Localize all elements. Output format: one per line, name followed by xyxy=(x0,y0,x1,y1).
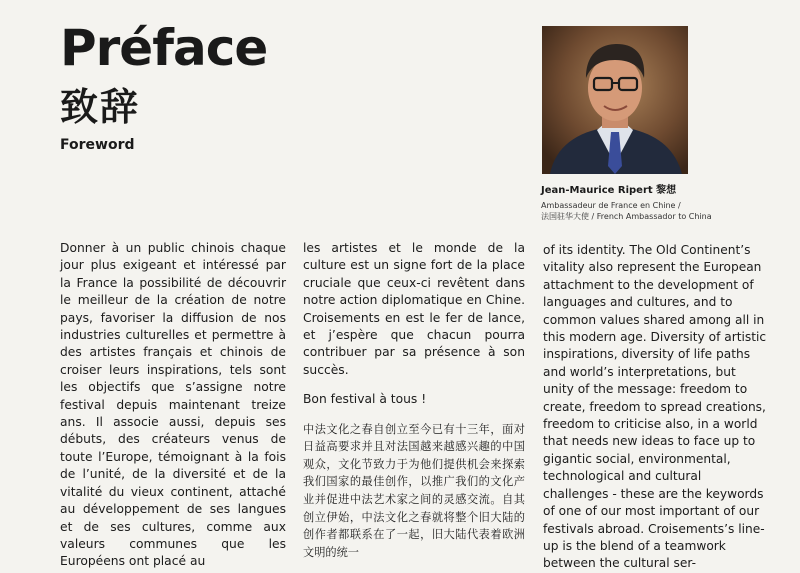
author-role-french: Ambassadeur de France en Chine / xyxy=(541,201,681,210)
author-role-chinese-english: 法国驻华大使 / French Ambassador to China xyxy=(541,212,712,221)
french-paragraph-continued: les artistes et le monde de la culture est un signe fort de la place cruciale que ceux-ci revêtent dans notre action diplomatique en Chine. Croisements en est le fer de lance, et j’espère que chacun pourra contribuer par sa présence à son succès. xyxy=(303,241,525,377)
portrait-illustration xyxy=(542,26,688,174)
french-column-1 xyxy=(60,240,286,569)
chinese-title: 致辞 xyxy=(60,85,141,129)
page-title: Préface xyxy=(60,19,268,77)
english-subtitle: Foreword xyxy=(60,137,135,153)
author-name: Jean-Maurice Ripert 黎想 xyxy=(541,185,677,196)
english-paragraph: of its identity. The Old Continent’s vitality also represent the European attachment to the development of languages and cultures, and to common values shared among all in this modern age. Diversity of artistic inspirations, diversity of life paths and world’s interpretations, but unity of the message: freedom to create, freedom to spread creations, freedom to criticise also, in a world that needs new ideas to face up to gigantic social, environmental, technological and cultural challenges - these are the keywords of one of our most important of our festivals abroad. Croisements’s line-up is the blend of a teamwork between the cultural ser- xyxy=(543,243,767,571)
english-column xyxy=(543,242,769,571)
french-column-2 xyxy=(303,240,525,559)
french-paragraph: Donner à un public chinois chaque jour plus exigeant et intéressé par la France la possibilité de découvrir le meilleur de la création de notre pays, favoriser la diffusion de nos industries culturelles et permettre à des artistes français et chinois de croiser leurs inspirations, tels sont les objectifs que s’assigne notre festival depuis maintenant treize ans. Il associe aussi, depuis ses débuts, des créateurs venus de toute l’Europe, témoignant à la fois de l’unité, de la diversité et de la vitalité du vieux continent, attaché au développement de ses langues et de ses cultures, comme aux valeurs communes que les Européens ont placé au xyxy=(60,241,286,569)
chinese-paragraph: 中法文化之春自创立至今已有十三年，面对日益高要求并且对法国越来越感兴趣的中国观众，文化节致力于为他们提供机会来探索我们国家的最佳创作，以推广我们的文化产业并促进中法艺术家之间的灵感交流。自其创立伊始，中法文化之春就将整个旧大陆的创作者都联系在了一起，旧大陆代表着欧洲文明的统一 xyxy=(303,422,525,559)
closing-greeting: Bon festival à tous ! xyxy=(303,392,427,407)
author-portrait xyxy=(542,26,688,174)
